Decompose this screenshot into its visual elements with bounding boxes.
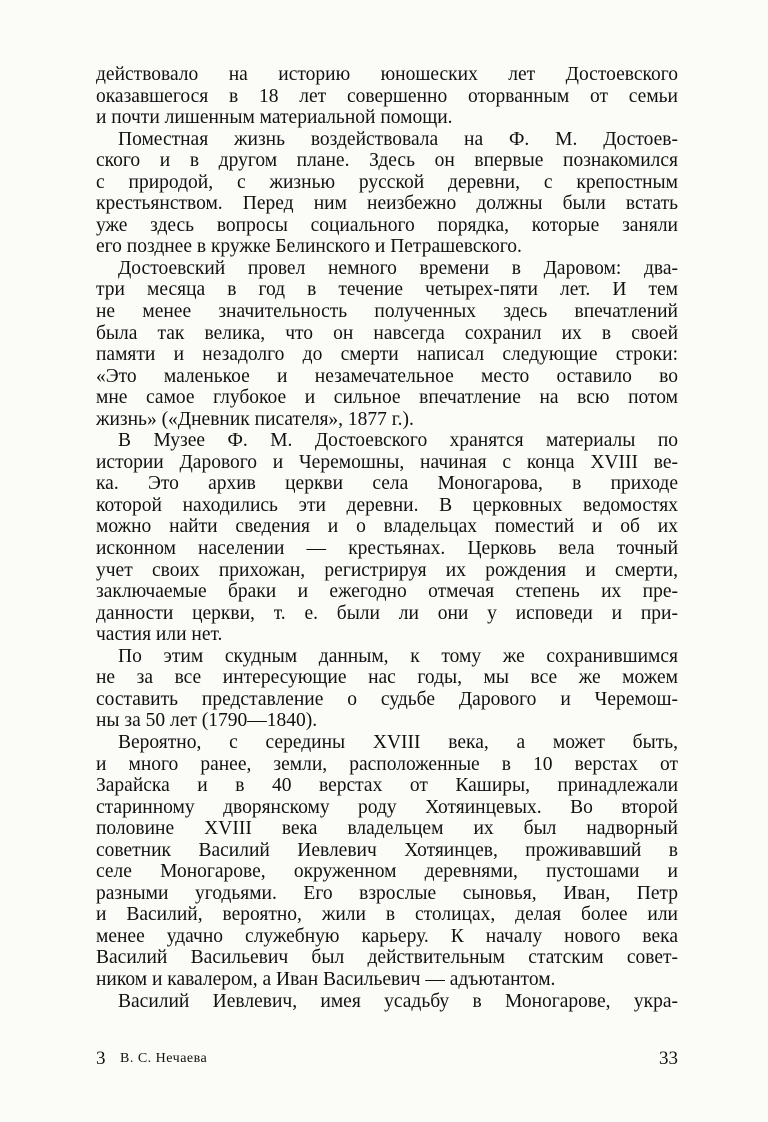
text-line: памяти и незадолго до смерти написал следующие строки:: [96, 344, 678, 366]
text-line: крестьянством. Перед ним неизбежно должны были встать: [96, 193, 678, 215]
text-line: Вероятно, с середины XVIII века, а может быть,: [118, 731, 678, 753]
text-line: с природой, с жизнью русской деревни, с крепостным: [96, 171, 678, 193]
text-line: не за все интересующие нас годы, мы все же можем: [96, 667, 678, 689]
text-line: ка. Это архив церкви села Моногарова, в приходе: [96, 473, 678, 495]
text-line: мне самое глубокое и сильное впечатление на всю потом: [96, 387, 678, 409]
text-line: Василий Васильевич был действительным статским совет-: [96, 947, 678, 969]
footer-author: В. С. Нечаева: [120, 1051, 208, 1066]
text-line: которой находились эти деревни. В церковных ведомостях: [96, 494, 678, 516]
text-line: учет своих прихожан, регистрируя их рождения и смерти,: [96, 559, 678, 581]
text-line: не менее значительность полученных здесь впечатлений: [96, 301, 678, 323]
text-line: заключаемые браки и ежегодно отмечая степень их пре-: [96, 581, 678, 603]
text-line: По этим скудным данным, к тому же сохранившимся: [118, 645, 678, 667]
body-text: [96, 64, 678, 1012]
text-line: разными угодьями. Его взрослые сыновья, Иван, Петр: [96, 882, 678, 904]
text-line: и Василий, вероятно, жили в столицах, делая более или: [96, 904, 678, 926]
text-line: и много ранее, земли, расположенные в 10 верстах от: [96, 753, 678, 775]
text-line: была так велика, что он навсегда сохранил их в своей: [96, 322, 678, 344]
text-line: Василий Иевлевич, имея усадьбу в Моногарове, укра-: [118, 990, 678, 1012]
text-line: и почти лишенным материальной помощи.: [96, 107, 453, 129]
text-line: данности церкви, т. е. были ли они у исповеди и при-: [96, 602, 678, 624]
text-line: его позднее в кружке Белинского и Петрашевского.: [96, 236, 522, 258]
text-line: уже здесь вопросы социального порядка, которые заняли: [96, 214, 678, 236]
text-line: истории Дарового и Черемошны, начиная с конца XVIII ве-: [96, 451, 678, 473]
text-line: частия или нет.: [96, 624, 223, 646]
text-line: Поместная жизнь воздействовала на Ф. М. Достоев-: [118, 128, 678, 150]
signature-mark: 3: [96, 1048, 106, 1069]
text-line: Зарайска и в 40 верстах от Каширы, принадлежали: [96, 775, 678, 797]
text-line: советник Василий Иевлевич Хотяинцев, проживавший в: [96, 839, 678, 861]
page-number: 33: [659, 1048, 678, 1069]
text-line: действовало на историю юношеских лет Достоевского: [96, 64, 678, 85]
text-line: Достоевский провел немного времени в Даровом: два-: [118, 257, 678, 279]
page-footer: [96, 1047, 678, 1071]
text-line: селе Моногарове, окруженном деревнями, пустошами и: [96, 861, 678, 883]
text-line: составить представление о судьбе Дарового и Черемош-: [96, 688, 678, 710]
text-line: ником и кавалером, а Иван Васильевич — адъютантом.: [96, 968, 556, 990]
text-line: исконном населении — крестьянах. Церковь вела точный: [96, 538, 678, 560]
text-line: жизнь» («Дневник писателя», 1877 г.).: [96, 408, 414, 430]
text-line: старинному дворянскому роду Хотяинцевых. Во второй: [96, 796, 678, 818]
text-line: оказавшегося в 18 лет совершенно оторванным от семьи: [96, 85, 678, 107]
text-line: В Музее Ф. М. Достоевского хранятся материалы по: [118, 430, 678, 452]
text-line: ского и в другом плане. Здесь он впервые познакомился: [96, 150, 678, 172]
text-line: «Это маленькое и незамечательное место оставило во: [96, 365, 678, 387]
text-line: можно найти сведения и о владельцах поместий и об их: [96, 516, 678, 538]
text-line: три месяца в год в течение четырех-пяти лет. И тем: [96, 279, 678, 301]
text-line: ны за 50 лет (1790—1840).: [96, 710, 318, 732]
text-line: менее удачно служебную карьеру. К началу нового века: [96, 925, 678, 947]
text-line: половине XVIII века владельцем их был надворный: [96, 818, 678, 840]
